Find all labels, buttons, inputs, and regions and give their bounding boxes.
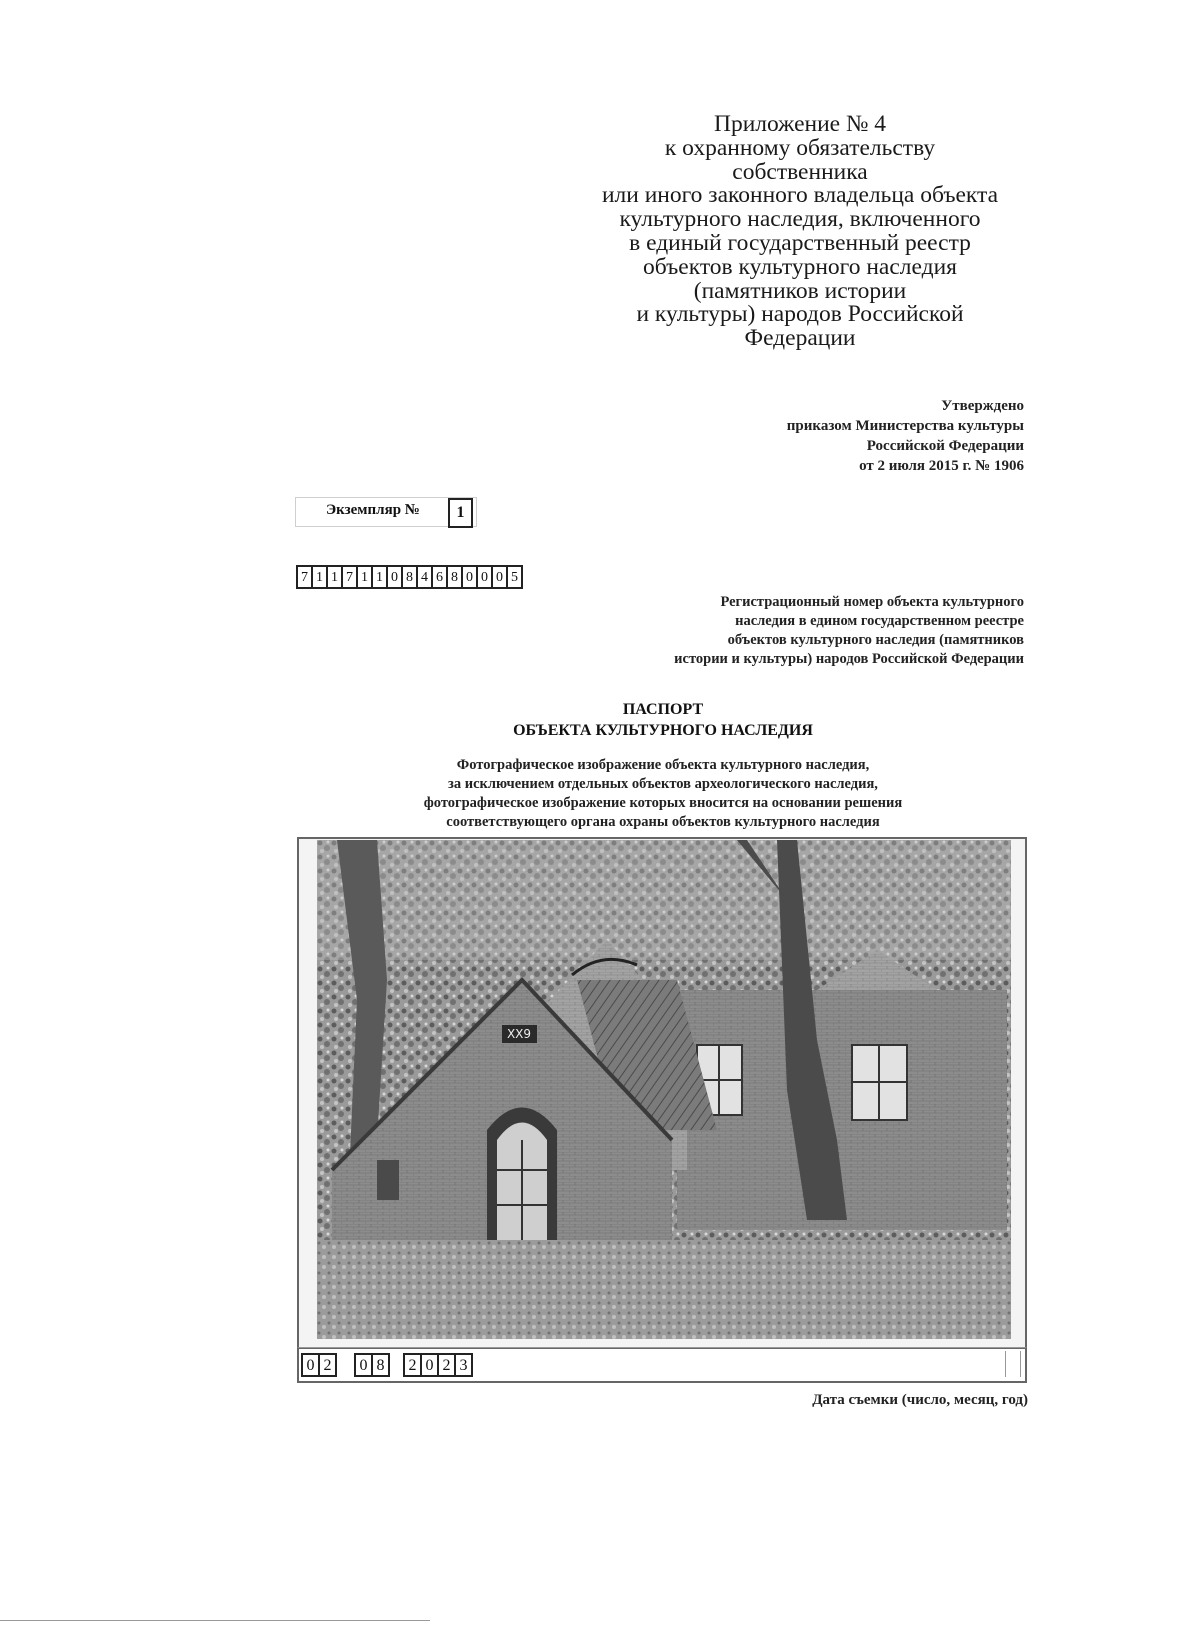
approval-block: [704, 396, 1024, 476]
appendix-line: к охранному обязательству: [664, 134, 936, 161]
appendix-line: (памятников истории: [693, 277, 907, 304]
appendix-line: или иного законного владельца объекта: [601, 182, 999, 209]
photo-frame: [297, 837, 1027, 1349]
appendix-line: Приложение № 4: [713, 111, 887, 137]
building-sign-text: ХХ9: [506, 1027, 532, 1041]
photo-caption-line: за исключением отдельных объектов археологического наследия,: [448, 776, 878, 792]
appendix-header: [560, 113, 1040, 351]
passport-title-line: ОБЪЕКТА КУЛЬТУРНОГО НАСЛЕДИЯ: [513, 722, 813, 739]
registration-caption-line: Регистрационный номер объекта культурного: [720, 594, 1024, 610]
photo-caption-line: фотографическое изображение которых вносится на основании решения: [423, 795, 903, 811]
appendix-line: объектов культурного наследия: [643, 253, 957, 280]
registration-digit: 4: [418, 565, 433, 589]
approval-line: Утверждено: [941, 398, 1024, 414]
registration-digit: 1: [358, 565, 373, 589]
registration-number: [296, 565, 523, 589]
date-digit: 2: [405, 1353, 422, 1377]
date-digit: 2: [439, 1353, 456, 1377]
date-caption: Дата съемки (число, месяц, год): [812, 1392, 1028, 1408]
registration-digit: 7: [298, 565, 313, 589]
appendix-line: собственника: [732, 158, 868, 185]
scan-edge-line: [0, 1620, 430, 1621]
registration-digit: 1: [328, 565, 343, 589]
copy-number-box: [295, 497, 477, 527]
passport-title: [0, 699, 1200, 741]
photo-caption-line: соответствующего органа охраны объектов культурного наследия: [446, 814, 880, 830]
photo-caption: [0, 756, 1200, 832]
appendix-line: культурного наследия, включенного: [619, 206, 981, 233]
appendix-line: в единый государственный реестр: [629, 229, 971, 256]
date-day: [301, 1353, 337, 1377]
date-digit: 0: [356, 1353, 373, 1377]
approval-line: приказом Министерства культуры: [786, 418, 1024, 434]
building-photo: [317, 840, 1011, 1339]
registration-digit: 0: [493, 565, 508, 589]
registration-caption-line: наследия в едином государственном реестре: [735, 613, 1024, 629]
registration-digit: 8: [448, 565, 463, 589]
copy-label: Экземпляр №: [326, 502, 420, 518]
approval-line: Российской Федерации: [866, 438, 1024, 454]
date-year: [403, 1353, 473, 1377]
registration-digit: 0: [478, 565, 493, 589]
passport-title-line: ПАСПОРТ: [622, 701, 704, 718]
registration-digit: 0: [388, 565, 403, 589]
date-month: [354, 1353, 390, 1377]
registration-caption-line: истории и культуры) народов Российской Федерации: [674, 651, 1024, 667]
registration-caption-line: объектов культурного наследия (памятников: [727, 632, 1024, 648]
approval-line: от 2 июля 2015 г. № 1906: [859, 458, 1024, 474]
registration-digit: 5: [508, 565, 523, 589]
date-digit: 0: [422, 1353, 439, 1377]
registration-digit: 1: [313, 565, 328, 589]
date-digit: 3: [456, 1353, 473, 1377]
appendix-line: Федерации: [744, 325, 856, 352]
date-digit: 2: [320, 1353, 337, 1377]
date-digit: 8: [373, 1353, 390, 1377]
registration-caption: [564, 593, 1024, 669]
registration-digit: 8: [403, 565, 418, 589]
date-row: [297, 1347, 1027, 1383]
registration-digit: 6: [433, 565, 448, 589]
date-row-end-mark: [1005, 1351, 1021, 1377]
copy-number: 1: [448, 498, 473, 528]
date-digit: 0: [303, 1353, 320, 1377]
registration-digit: 0: [463, 565, 478, 589]
photo-caption-line: Фотографическое изображение объекта культурного наследия,: [456, 757, 870, 773]
appendix-line: и культуры) народов Российской: [636, 301, 964, 328]
registration-digit: 7: [343, 565, 358, 589]
registration-digit: 1: [373, 565, 388, 589]
